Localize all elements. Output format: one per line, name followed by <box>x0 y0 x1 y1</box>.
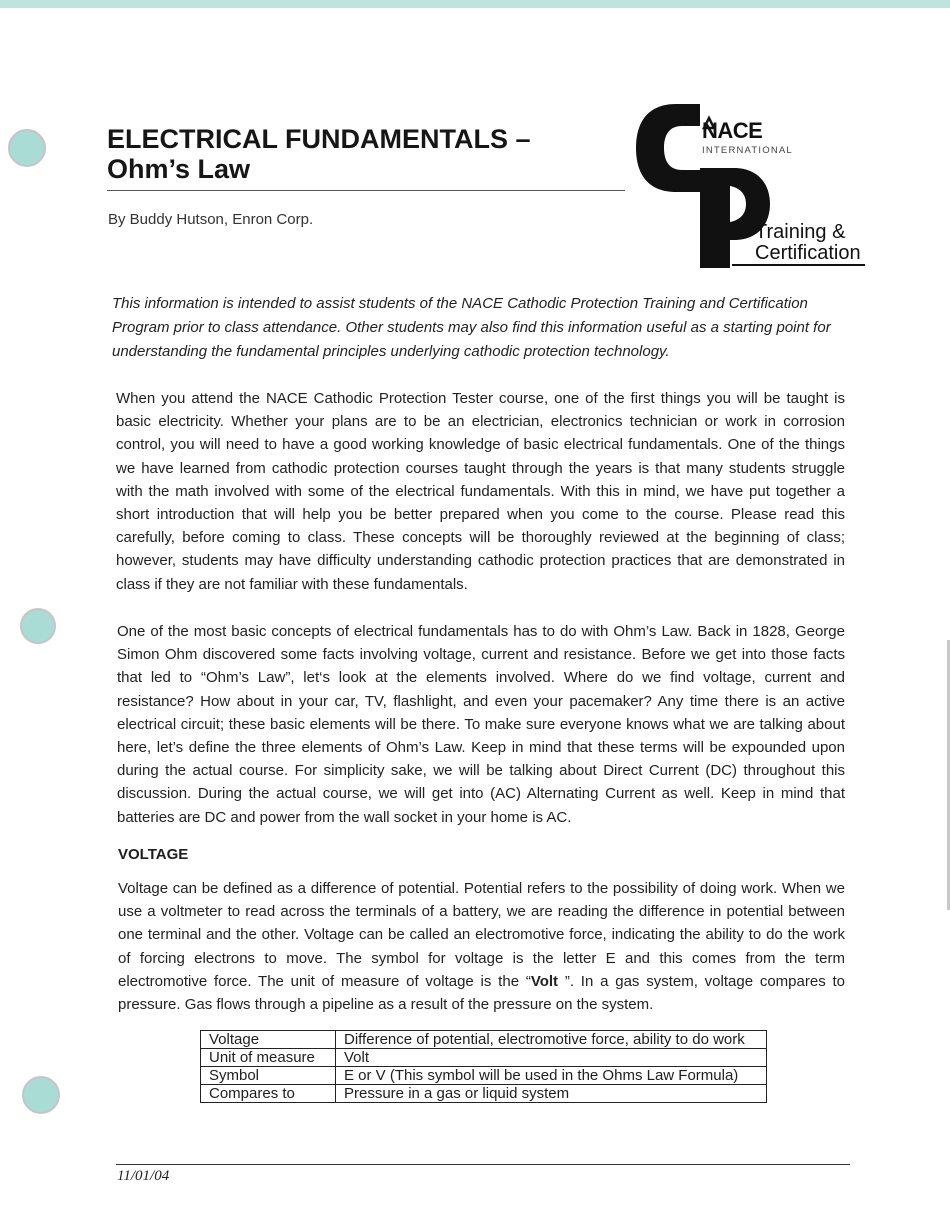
volt-term: Volt <box>530 972 559 990</box>
punch-hole-middle <box>20 608 56 644</box>
body-paragraph-2: One of the most basic concepts of electrical fundamentals has to do with Ohm’s Law. Back in 1828, George Simon Ohm discovered some facts involving voltage, current and resistance. Before we get into those facts that led to “Ohm’s Law”, let‘s look at the elements involved. Where do we find voltage, current and resistance? How about in your car, TV, flashlight, and even your pacemaker? Any time there is an active electrical circuit; these basic elements will be there. To make sure everyone knows what we are talking about here, let’s define the three elements of Ohm’s Law. Keep in mind that these terms will be expounded upon during the actual course. For simplicity sake, we will be talking about Direct Current (DC) throughout this discussion. During the actual course, we will get into (AC) Alternating Current as well. Keep in mind that batteries are DC and power from the wall socket in your home is AC. <box>117 623 845 826</box>
logo-tagline-underline <box>732 264 865 266</box>
title-line-1: ELECTRICAL FUNDAMENTALS – <box>107 124 531 154</box>
table-row <box>201 1085 767 1103</box>
table-definition: Pressure in a gas or liquid system <box>336 1085 767 1103</box>
page-title <box>107 124 627 184</box>
voltage-definition-table <box>200 1030 767 1103</box>
footer-rule <box>116 1164 850 1165</box>
table-term: Compares to <box>201 1085 336 1103</box>
punch-hole-bottom <box>22 1076 60 1114</box>
voltage-paragraph-part-2: ”. In a gas system, voltage compares to pressure. Gas flows through a pipeline as a result of the pressure on the system. <box>118 972 845 1014</box>
table-row <box>201 1067 767 1085</box>
table-definition: Difference of potential, electromotive force, ability to do work <box>336 1031 767 1049</box>
title-underline <box>107 190 625 191</box>
title-line-2: Ohm’s Law <box>107 154 251 184</box>
intro-paragraph: This information is intended to assist students of the NACE Cathodic Protection Training and Certification Program prior to class attendance. Other students may also find this information useful as a starting point for understanding the fundamental principles underlying cathodic protection technology. <box>112 295 831 360</box>
voltage-paragraph <box>118 877 845 1016</box>
nace-cp-logo <box>636 104 868 270</box>
table-row <box>201 1049 767 1067</box>
punch-hole-top <box>8 129 46 167</box>
footer-date: 11/01/04 <box>117 1168 170 1184</box>
voltage-paragraph-part-1: Voltage can be defined as a difference of potential. Potential refers to the possibility of doing work. When we use a voltmeter to read across the terminals of a battery, we are reading the difference in potential between one terminal and the other. Voltage can be called an electromotive force, indicating the ability to do the work of forcing electrons to move. The symbol for voltage is the letter E and this comes from the term electromotive force. The unit of measure of voltage is the “ <box>118 880 845 990</box>
table-definition: E or V (This symbol will be used in the Ohms Law Formula) <box>336 1067 767 1085</box>
logo-brand-sub: INTERNATIONAL <box>702 145 793 156</box>
table-term: Unit of measure <box>201 1049 336 1067</box>
logo-tagline-line-1: Training & <box>755 221 846 243</box>
table-row <box>201 1031 767 1049</box>
table-term: Voltage <box>201 1031 336 1049</box>
logo-tagline-line-2: Certification <box>755 242 861 264</box>
logo-brand: NACE <box>702 118 763 143</box>
table-term: Symbol <box>201 1067 336 1085</box>
top-color-band <box>0 0 950 8</box>
byline: By Buddy Hutson, Enron Corp. <box>108 211 314 228</box>
voltage-heading: VOLTAGE <box>118 846 189 863</box>
body-paragraph-1: When you attend the NACE Cathodic Protection Tester course, one of the first things you will be taught is basic electricity. Whether your plans are to be an electrician, electronics technician or work in corrosion control, you will need to have a good working knowledge of basic electrical fundamentals. One of the things we have learned from cathodic protection courses taught through the years is that many students struggle with the math involved with some of the electrical fundamentals. With this in mind, we have put together a short introduction that will help you be better prepared when you come to the course. Please read this carefully, before coming to class. These concepts will be thoroughly reviewed at the beginning of class; however, students may have difficulty understanding cathodic protection practices that are demonstrated in class if they are not familiar with these fundamentals. <box>116 390 845 593</box>
table-definition: Volt <box>336 1049 767 1067</box>
logo-tagline <box>755 222 861 264</box>
